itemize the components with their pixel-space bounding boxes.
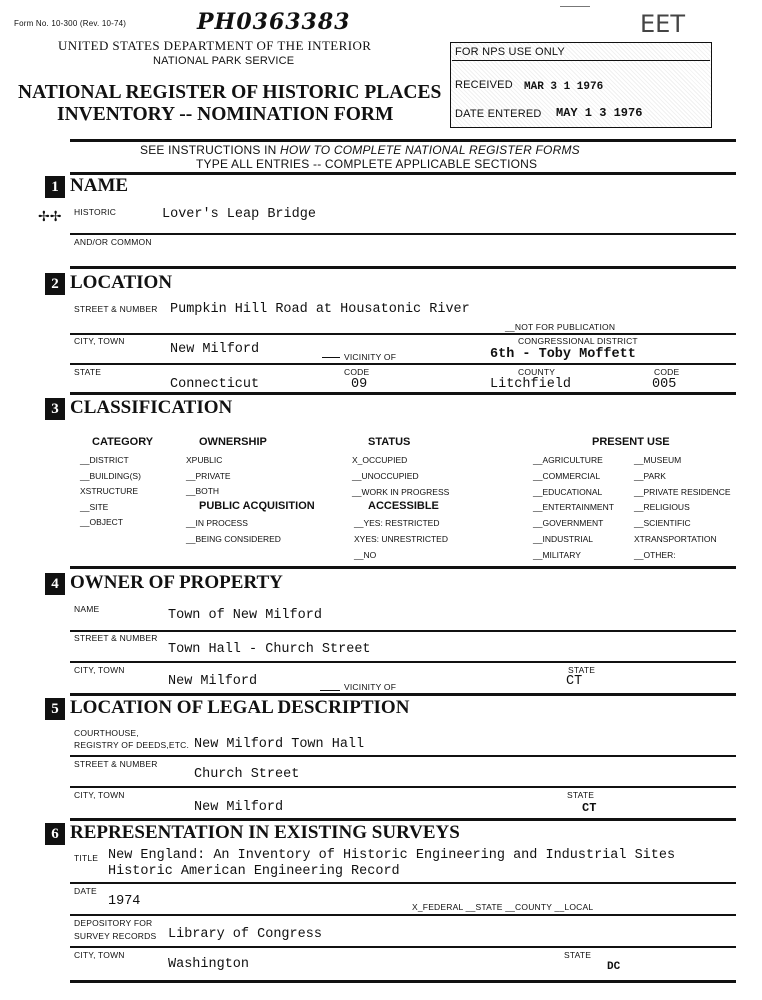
county-value: Litchfield [490,377,572,392]
survey-title-line1: New England: An Inventory of Historic Engineering and Industrial Sites [108,848,676,863]
state-value: Connecticut [170,377,260,392]
accessible-heading: ACCESSIBLE [368,500,439,512]
service-name: NATIONAL PARK SERVICE [153,55,295,67]
handwritten-marks-icon: ✢✢ [38,208,62,224]
survey-state-value: DC [607,961,621,973]
classification-option: __PRIVATE [186,470,231,481]
classification-option: __BEING CONSIDERED [186,534,281,544]
classification-option: __WORK IN PROGRESS [352,487,450,497]
classification-option: __RELIGIOUS [634,502,690,513]
received-label: RECEIVED [455,79,513,91]
section-title: LOCATION OF LEGAL DESCRIPTION [70,697,410,718]
section-number: 4 [45,573,65,595]
city-value: New Milford [170,342,260,357]
street-value: Pumpkin Hill Road at Housatonic River [170,302,470,317]
congressional-district-value: 6th - Toby Moffett [490,347,636,362]
courthouse-value: New Milford Town Hall [194,737,365,752]
depository-label-line2: SURVEY RECORDS [74,931,157,941]
classification-option: __GOVERNMENT [533,518,604,529]
common-name-label: AND/OR COMMON [74,237,152,247]
state-label: STATE [74,367,102,377]
classification-option: __INDUSTRIAL [533,534,593,544]
classification-option: XYES: UNRESTRICTED [354,534,448,544]
legal-city-label: CITY, TOWN [74,790,125,800]
section-number: 1 [45,176,65,198]
owner-city-label: CITY, TOWN [74,665,125,675]
classification-option: __SCIENTIFIC [634,518,691,529]
instructions-line1: SEE INSTRUCTIONS IN HOW TO COMPLETE NATIONAL REGISTER FORMS [140,143,580,157]
survey-city-value: Washington [168,957,250,972]
survey-date-label: DATE [74,886,97,896]
classification-option: XPUBLIC [186,455,223,465]
owner-city-value: New Milford [168,674,258,689]
legal-state-label: STATE [567,790,595,800]
ownership-heading: OWNERSHIP [199,436,267,448]
owner-state-value: CT [566,674,583,689]
legal-state-value: CT [582,801,597,815]
form-title-line1: NATIONAL REGISTER OF HISTORIC PLACES [18,82,442,103]
form-number: Form No. 10-300 (Rev. 10-74) [14,19,127,28]
form-title-line2: INVENTORY -- NOMINATION FORM [57,104,394,125]
received-stamp: MAR 3 1 1976 [524,81,604,93]
county-code-value: 005 [652,377,677,392]
corner-mark: EET [640,10,685,38]
depository-label-line1: DEPOSITORY FOR [74,918,153,928]
section-title: LOCATION [70,272,173,293]
classification-option: X_OCCUPIED [352,455,408,465]
classification-option: __BOTH [186,486,220,496]
date-entered-stamp: MAY 1 3 1976 [556,106,643,120]
survey-date-value: 1974 [108,894,141,909]
historic-name: Lover's Leap Bridge [162,207,316,222]
present-use-heading: PRESENT USE [592,436,670,448]
county-code-label: CODE [654,367,680,377]
courthouse-label: COURTHOUSE, [74,728,139,738]
instructions-line2: TYPE ALL ENTRIES -- COMPLETE APPLICABLE SECTIONS [196,157,538,171]
classification-option: __AGRICULTURE [533,455,603,465]
code-value: 09 [351,377,368,392]
section-title: OWNER OF PROPERTY [70,572,283,593]
classification-option: __UNOCCUPIED [352,471,419,481]
code-label: CODE [344,367,370,377]
section-number: 6 [45,823,65,845]
classification-option: __EDUCATIONAL [533,486,603,497]
owner-state-label: STATE [568,665,596,675]
classification-option: __PARK [634,470,666,481]
classification-option: XTRANSPORTATION [634,534,717,544]
section-title: REPRESENTATION IN EXISTING SURVEYS [70,822,460,843]
classification-option: __PRIVATE RESIDENCE [634,486,731,497]
survey-title-line2: Historic American Engineering Record [108,864,400,879]
owner-street-value: Town Hall - Church Street [168,642,371,657]
classification-option: XSTRUCTURE [80,486,139,496]
classification-option: __SITE [80,501,109,512]
classification-option: __IN PROCESS [186,518,248,528]
legal-street-label: STREET & NUMBER [74,759,158,769]
registry-label: REGISTRY OF DEEDS,ETC. [74,740,190,750]
survey-state-label: STATE [564,950,592,960]
classification-option: __MILITARY [533,549,581,560]
vicinity-label: VICINITY OF [344,682,397,692]
section-number: 2 [45,273,65,295]
survey-title-label: TITLE [74,853,99,863]
classification-option: __NO [354,550,377,560]
classification-option: __DISTRICT [80,455,129,465]
survey-city-label: CITY, TOWN [74,950,125,960]
section-title: CLASSIFICATION [70,397,233,418]
section-title: NAME [70,175,129,196]
owner-name-label: NAME [74,604,100,614]
handwritten-reference-number: PH0363383 [197,9,351,35]
section-number: 5 [45,698,65,720]
classification-option: __MUSEUM [634,455,682,465]
street-label: STREET & NUMBER [74,304,158,314]
owner-name-value: Town of New Milford [168,608,322,623]
classification-option: __YES: RESTRICTED [354,518,440,528]
classification-option: __COMMERCIAL [533,470,601,481]
city-label: CITY, TOWN [74,336,125,346]
category-heading: CATEGORY [92,436,154,448]
public-acquisition-heading: PUBLIC ACQUISITION [199,500,315,512]
status-heading: STATUS [368,436,411,448]
classification-option: __ENTERTAINMENT [533,502,614,513]
section-number: 3 [45,398,65,420]
vicinity-label: VICINITY OF [344,352,397,362]
survey-level-options: X_FEDERAL __STATE __COUNTY __LOCAL [412,902,594,912]
department-name: UNITED STATES DEPARTMENT OF THE INTERIOR [58,38,372,53]
depository-value: Library of Congress [168,927,322,942]
owner-street-label: STREET & NUMBER [74,633,158,643]
classification-option: __OBJECT [80,517,123,527]
scan-mark [560,6,590,7]
date-entered-label: DATE ENTERED [455,108,542,120]
historic-label: HISTORIC [74,207,117,217]
classification-option: __OTHER: [634,549,676,560]
legal-city-value: New Milford [194,800,284,815]
nps-box-title: FOR NPS USE ONLY [455,46,565,58]
not-for-publication: __NOT FOR PUBLICATION [505,322,616,332]
classification-option: __BUILDING(S) [80,470,141,481]
legal-street-value: Church Street [194,767,300,782]
county-label: COUNTY [518,367,556,377]
congressional-district-label: CONGRESSIONAL DISTRICT [518,336,638,346]
